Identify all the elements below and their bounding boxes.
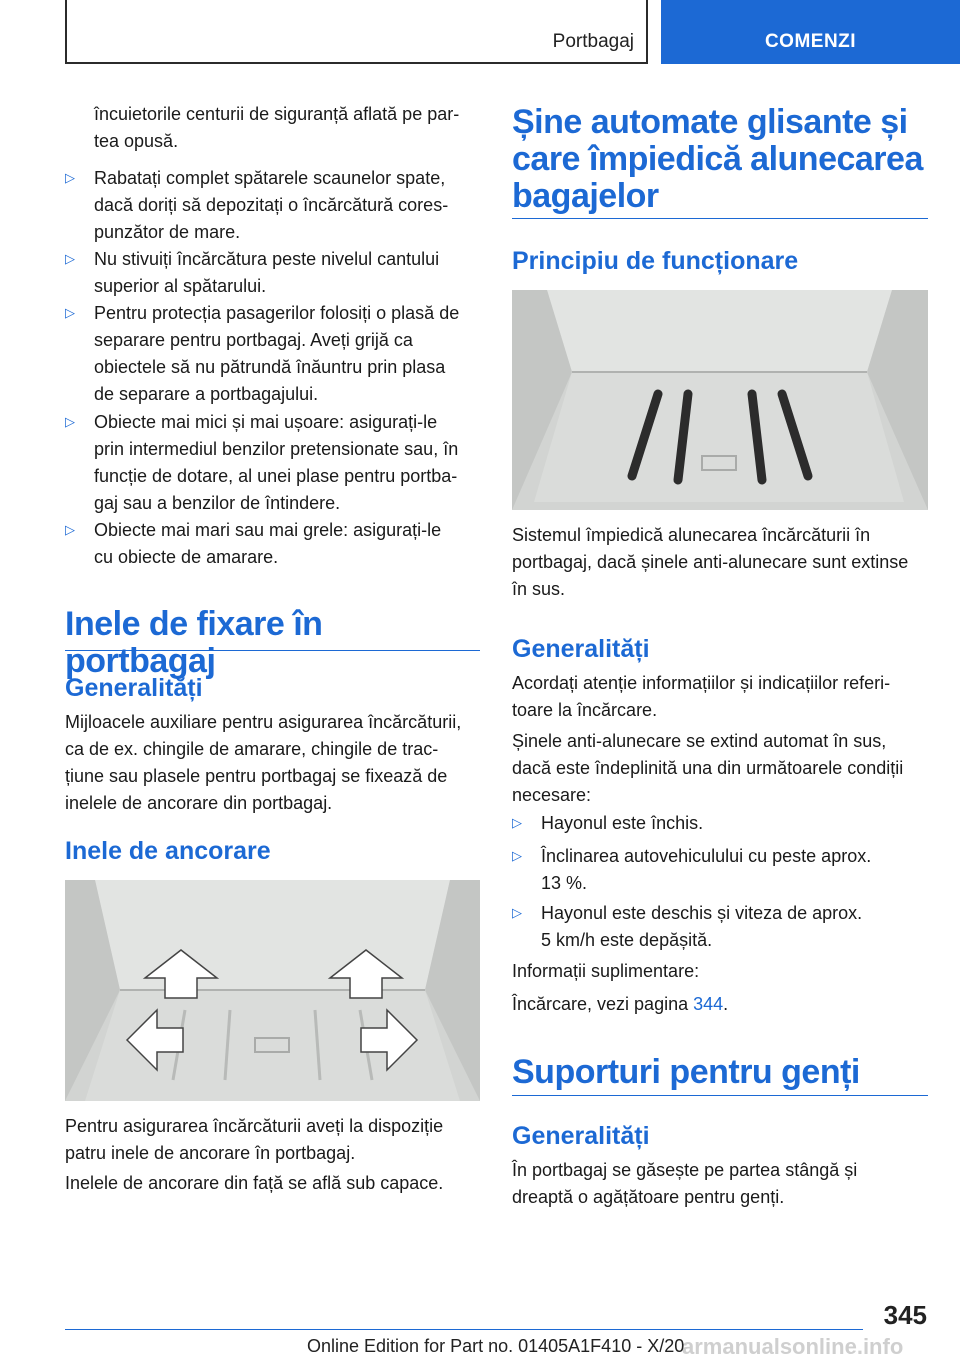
paragraph: Acordați atenție informațiilor și indicațiilor referi- toare la încărcare.: [512, 673, 891, 720]
page-reference: Încărcare, vezi pagina 344.: [512, 994, 729, 1014]
list-item: ▷ Pentru protecția pasagerilor folosiți o plasă de separare pentru portbagaj. Aveți grijă ca obiectele să nu pătrundă înăuntru prin plasa de separare a portbagajului.: [65, 303, 460, 404]
watermark: armanualsonline.info: [682, 1334, 904, 1359]
footer-rule: [65, 1329, 863, 1330]
list-item: ▷ Hayonul este închis.: [512, 813, 704, 833]
paragraph: Pentru asigurarea încărcăturii aveți la dispoziție patru inele de ancorare în portbagaj.: [65, 1116, 444, 1163]
anti-slip-rails-image: [512, 290, 928, 510]
heading-rule: [512, 1095, 928, 1096]
page-number: 345: [883, 1300, 927, 1330]
paragraph: În portbagaj se găsește pe partea stângă și dreaptă o agățătoare pentru genți.: [512, 1160, 858, 1207]
footer-edition: Online Edition for Part no. 01405A1F410 - X/20: [307, 1336, 685, 1356]
header-chapter-title: COMENZI: [764, 31, 857, 52]
triangle-bullet-icon: ▷: [65, 170, 75, 185]
triangle-bullet-icon: ▷: [65, 305, 75, 320]
subsection-heading: Inele de ancorare: [65, 837, 271, 865]
list-item: ▷ Obiecte mai mari sau mai grele: asigurați-le cu obiecte de amarare.: [65, 520, 442, 567]
header-section-box: [65, 0, 648, 64]
heading-rule: [65, 650, 480, 651]
triangle-bullet-icon: ▷: [65, 522, 75, 537]
continued-text: încuietorile centurii de siguranță aflată pe par- tea opusă.: [94, 104, 460, 151]
subsection-heading: Principiu de funcționare: [512, 247, 799, 275]
trunk-anchor-rings-image: [65, 880, 480, 1101]
subsection-heading: Generalități: [512, 635, 650, 663]
trunk-illustration: [65, 880, 480, 1101]
triangle-bullet-icon: ▷: [512, 905, 522, 920]
list-item: ▷ Obiecte mai mici și mai ușoare: asigurați-le prin intermediul benzilor pretensionate sau, în funcție de dotare, al unei plase pentru portba- gaj sau a benzilor de întindere.: [65, 412, 459, 513]
triangle-bullet-icon: ▷: [65, 251, 75, 266]
section-heading: Inele de fixare în portbagaj: [65, 605, 323, 680]
trunk-illustration: [512, 290, 928, 510]
triangle-bullet-icon: ▷: [65, 414, 75, 429]
triangle-bullet-icon: ▷: [512, 848, 522, 863]
triangle-bullet-icon: ▷: [512, 815, 522, 830]
header-chapter-tab[interactable]: [661, 0, 960, 64]
list-item: ▷ Rabatați complet spătarele scaunelor spate, dacă doriți să depozitați o încărcătură cores- punzător de mare.: [65, 168, 449, 242]
header-section-title: Portbagaj: [552, 31, 634, 52]
list-item: ▷ Hayonul este deschis și viteza de aprox. 5 km/h este depășită.: [512, 903, 863, 950]
section-heading: Suporturi pentru genți: [512, 1053, 860, 1091]
list-item: ▷ Înclinarea autovehiculului cu peste aprox. 13 %.: [512, 846, 872, 893]
paragraph: Informații suplimentare:: [512, 961, 700, 981]
paragraph: Inelele de ancorare din față se află sub capace.: [65, 1173, 444, 1193]
section-heading: Șine automate glisante și care împiedică alunecarea bagajelor: [512, 103, 923, 215]
page-link[interactable]: 344: [693, 994, 724, 1014]
subsection-heading: Generalități: [512, 1122, 650, 1150]
paragraph: Mijloacele auxiliare pentru asigurarea încărcăturii, ca de ex. chingile de amarare, chingile de trac- țiune sau plasele pentru portbagaj se fixează de inelele de ancorare din portbagaj.: [65, 712, 462, 813]
paragraph: Sistemul împiedică alunecarea încărcăturii în portbagaj, dacă șinele anti-alunecare sunt extinse în sus.: [512, 525, 909, 599]
list-item: ▷ Nu stivuiți încărcătura peste nivelul cantului superior al spătarului.: [65, 249, 440, 296]
heading-rule: [512, 218, 928, 219]
paragraph: Șinele anti-alunecare se extind automat în sus, dacă este îndeplinită una din următoarele condiții necesare:: [512, 731, 904, 805]
subsection-heading: Generalități: [65, 674, 203, 702]
